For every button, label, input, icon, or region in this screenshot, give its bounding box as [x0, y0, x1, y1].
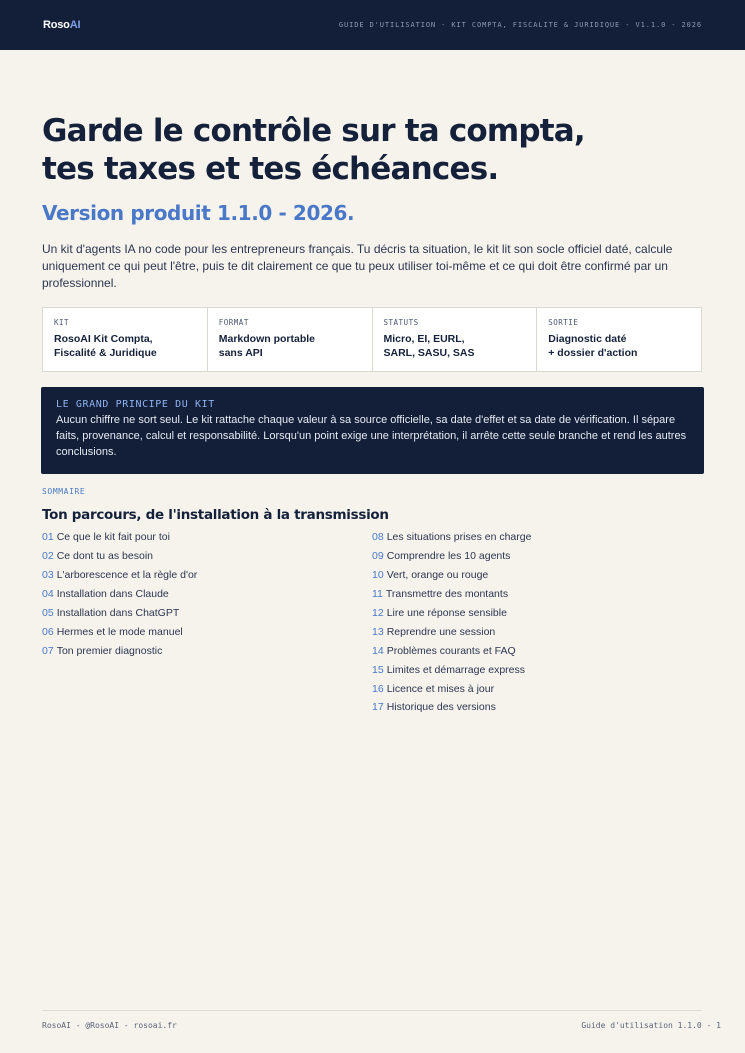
card-key: KIT — [54, 318, 70, 327]
principle-title: LE GRAND PRINCIPE DU KIT — [56, 399, 215, 410]
card-kit — [43, 308, 208, 371]
toc-number: 17 — [372, 701, 384, 714]
toc-label: Hermes et le mode manuel — [56, 625, 183, 638]
title-line-1: Garde le contrôle sur ta compta, — [42, 113, 585, 149]
toc-label: Historique des versions — [386, 701, 496, 714]
card-value: Markdown portable sans API — [218, 333, 316, 359]
card-value: Diagnostic daté + dossier d'action — [548, 333, 638, 359]
toc-label: Ce que le kit fait pour toi — [56, 531, 170, 544]
toc-label: Les situations prises en charge — [386, 531, 532, 544]
brand-name: Roso — [43, 19, 70, 31]
toc-item[interactable] — [42, 528, 197, 547]
toc-label: Reprendre une session — [386, 625, 496, 638]
info-cards — [42, 307, 702, 372]
toc-item[interactable] — [372, 622, 531, 641]
intro-paragraph: Un kit d'agents IA no code pour les entrepreneurs français. Tu décris ta situation, le kit lit son socle officiel daté, calcule uniquement ce qui peut l'être, puis te dit clairement ce que tu peux utiliser toi-même et ce qui doit être confirmé par un professionnel. — [42, 242, 673, 290]
card-statuts — [373, 308, 538, 371]
toc-number: 03 — [42, 569, 54, 582]
guide-label: GUIDE D'UTILISATION - KIT COMPTA, FISCALITE & JURIDIQUE - V1.1.0 - 2026 — [338, 21, 702, 29]
card-value: RosoAI Kit Compta, Fiscalité & Juridique — [54, 333, 157, 359]
toc-number: 05 — [42, 607, 54, 619]
toc-item[interactable] — [42, 641, 197, 660]
toc-item[interactable] — [42, 547, 197, 566]
toc-item[interactable] — [42, 622, 197, 641]
toc-number: 11 — [372, 588, 383, 601]
toc-label: Licence et mises à jour — [386, 682, 495, 695]
toc-label: Vert, orange ou rouge — [386, 569, 489, 582]
toc-column-left — [42, 528, 197, 660]
toc-number: 08 — [372, 531, 384, 544]
toc-label: Problèmes courants et FAQ — [386, 644, 516, 657]
sommaire-title: Ton parcours, de l'installation à la transmission — [42, 507, 389, 523]
toc-item[interactable] — [42, 585, 197, 604]
brand-ai: AI — [69, 19, 81, 31]
toc-column-right — [372, 528, 531, 717]
toc-label: L'arborescence et la règle d'or — [56, 569, 198, 582]
toc-number: 02 — [42, 550, 54, 563]
card-sortie — [537, 308, 701, 371]
page-title — [42, 112, 662, 188]
toc-number: 06 — [42, 625, 54, 638]
brand-logo[interactable] — [43, 19, 80, 31]
toc-item[interactable] — [372, 585, 531, 604]
toc-label: Limites et démarrage express — [386, 663, 525, 676]
footer-divider — [42, 1010, 702, 1011]
toc-number: 15 — [372, 663, 384, 676]
card-key: STATUTS — [383, 318, 419, 327]
sommaire-label: SOMMAIRE — [42, 487, 86, 496]
card-format — [208, 308, 373, 371]
toc-number: 09 — [372, 550, 384, 563]
toc-label: Installation dans ChatGPT — [56, 607, 180, 619]
toc-label: Ce dont tu as besoin — [56, 550, 154, 563]
toc-item[interactable] — [372, 604, 531, 623]
toc-label: Installation dans Claude — [56, 588, 169, 601]
toc-number: 01 — [42, 531, 54, 544]
principle-body: Aucun chiffre ne sort seul. Le kit rattache chaque valeur à sa source officielle, sa date d'effet et sa date de vérification. Il sépare faits, provenance, calcul et responsabilité. Lorsqu'un point exige une interprétation, il arrête cette seule branche et rend les autres conclusions. — [56, 414, 687, 458]
toc-label: Comprendre les 10 agents — [386, 550, 511, 563]
toc-item[interactable] — [372, 698, 531, 717]
top-bar — [0, 0, 745, 50]
toc-item[interactable] — [372, 528, 531, 547]
toc-item[interactable] — [42, 604, 197, 623]
title-line-2: tes taxes et tes échéances. — [42, 151, 499, 187]
toc-number: 16 — [372, 682, 384, 695]
toc-label: Lire une réponse sensible — [386, 607, 507, 619]
toc-number: 07 — [42, 644, 54, 657]
toc-number: 13 — [372, 625, 384, 638]
toc-label: Transmettre des montants — [385, 588, 509, 601]
card-key: FORMAT — [218, 318, 249, 327]
footer-right: Guide d'utilisation 1.1.0 - 1 — [581, 1021, 721, 1030]
footer-left: RosoAI - @RosoAI - rosoai.fr — [42, 1021, 177, 1030]
toc-number: 12 — [372, 607, 384, 619]
toc-item[interactable] — [372, 679, 531, 698]
principle-callout — [41, 387, 704, 474]
toc-item[interactable] — [372, 566, 531, 585]
card-key: SORTIE — [548, 318, 579, 327]
card-value: Micro, EI, EURL, SARL, SASU, SAS — [383, 333, 475, 359]
toc-label: Ton premier diagnostic — [56, 644, 163, 657]
toc-number: 10 — [372, 569, 384, 582]
version-subtitle: Version produit 1.1.0 - 2026. — [42, 201, 355, 225]
toc-item[interactable] — [372, 641, 531, 660]
toc-number: 14 — [372, 644, 384, 657]
toc-number: 04 — [42, 588, 54, 601]
toc-item[interactable] — [372, 660, 531, 679]
toc-item[interactable] — [42, 566, 197, 585]
toc-item[interactable] — [372, 547, 531, 566]
